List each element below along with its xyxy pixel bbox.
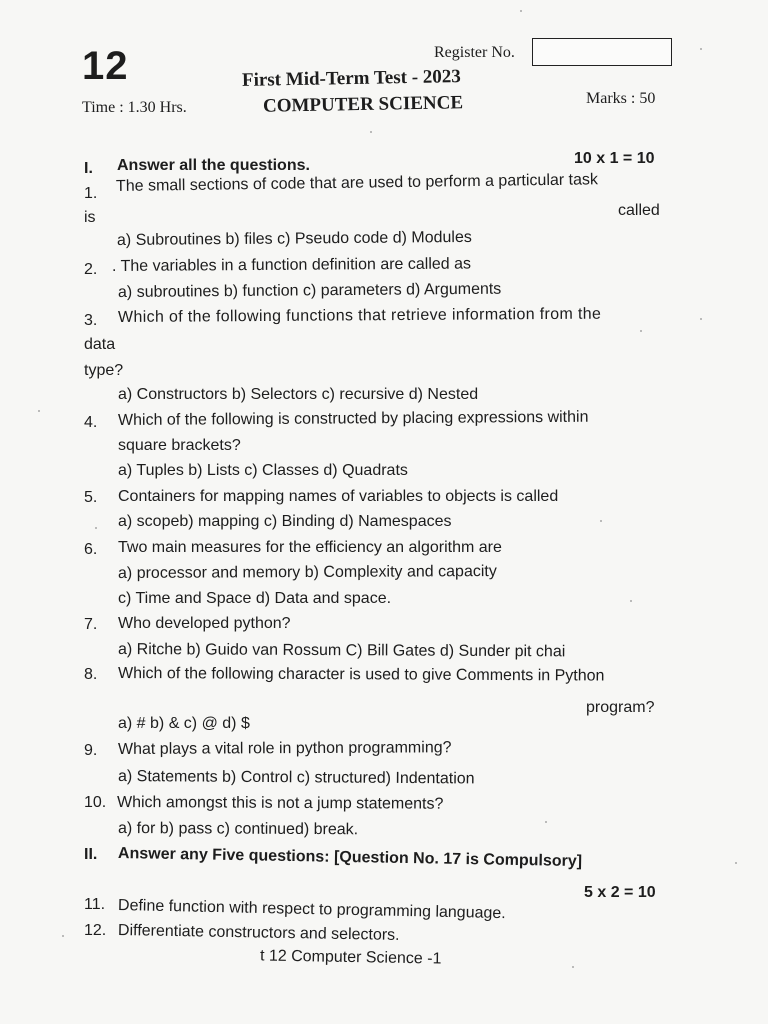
register-number-label: Register No.	[434, 44, 515, 61]
scan-speck	[735, 862, 737, 864]
section-1-heading: Answer all the questions.	[117, 157, 310, 174]
question-number: 9.	[84, 742, 98, 759]
scan-speck	[572, 966, 574, 968]
scan-speck	[630, 600, 632, 602]
question-number: 11.	[84, 896, 106, 913]
scan-speck	[95, 527, 97, 529]
section-2-heading: Answer any Five questions: [Question No. 17 is Compulsory]	[117, 845, 583, 871]
question-text: Which amongst this is not a jump statements?	[116, 794, 444, 813]
section-2-marks: 5 x 2 = 10	[584, 884, 656, 901]
question-options: a) Subroutines b) files c) Pseudo code d) Modules	[116, 228, 472, 249]
question-text: is	[84, 209, 96, 226]
question-options: a) scopeb) mapping c) Binding d) Namespaces	[118, 513, 452, 530]
subject-title: COMPUTER SCIENCE	[262, 92, 464, 117]
question-text: Which of the following functions that retrieve information from the	[117, 305, 602, 326]
exam-duration: Time : 1.30 Hrs.	[82, 99, 187, 116]
total-marks: Marks : 50	[586, 90, 656, 107]
scan-speck	[38, 410, 40, 412]
question-options: a) Ritche b) Guido van Rossum C) Bill Gates d) Sunder pit chai	[117, 641, 566, 661]
exam-title: First Mid-Term Test - 2023	[241, 66, 462, 91]
question-text: Which of the following character is used to give Comments in Python	[117, 665, 605, 685]
question-text: Containers for mapping names of variables to objects is called	[118, 488, 559, 505]
question-options: a) Tuples b) Lists c) Classes d) Quadrats	[118, 462, 408, 479]
question-options: a) processor and memory b) Complexity and capacity	[117, 563, 497, 582]
question-number: 1.	[84, 185, 98, 202]
scan-speck	[62, 935, 64, 937]
question-number: 2.	[84, 261, 98, 278]
question-options: a) Statements b) Control c) structured) Indentation	[117, 768, 475, 788]
class-number: 12	[82, 44, 129, 88]
question-options: c) Time and Space d) Data and space.	[118, 590, 392, 607]
section-2-numeral: II.	[84, 846, 98, 863]
question-options: a) for b) pass c) continued) break.	[117, 820, 359, 839]
page-footer: t 12 Computer Science -1	[259, 947, 442, 968]
question-number: 7.	[84, 616, 98, 633]
question-number: 4.	[84, 414, 98, 431]
question-text: Who developed python?	[118, 615, 291, 632]
question-text: called	[618, 202, 660, 219]
question-text: . The variables in a function definition are called as	[111, 255, 472, 275]
scan-speck	[600, 520, 602, 522]
question-text: Two main measures for the efficiency an algorithm are	[118, 539, 502, 556]
question-number: 8.	[84, 666, 98, 683]
question-text: program?	[586, 699, 655, 716]
question-number: 3.	[84, 312, 98, 329]
question-number: 5.	[84, 489, 98, 506]
scan-speck	[700, 48, 702, 50]
question-options: a) subroutines b) function c) parameters d) Arguments	[117, 280, 502, 301]
question-text: Define function with respect to programming language.	[117, 897, 506, 923]
scan-speck	[545, 821, 547, 823]
section-1-marks: 10 x 1 = 10	[574, 150, 655, 167]
scan-speck	[370, 131, 372, 133]
question-text: What plays a vital role in python programming?	[117, 739, 452, 758]
question-text: square brackets?	[118, 437, 241, 454]
scan-speck	[520, 10, 522, 12]
question-text: The small sections of code that are used to perform a particular task	[115, 171, 599, 195]
question-options: a) Constructors b) Selectors c) recursive d) Nested	[118, 386, 479, 403]
scan-speck	[700, 318, 702, 320]
question-number: 12.	[84, 922, 107, 939]
question-text: Differentiate constructors and selectors.	[117, 922, 400, 944]
register-number-box	[532, 38, 672, 66]
question-options: a) # b) & c) @ d) $	[118, 715, 250, 732]
section-1-numeral: I.	[84, 160, 93, 177]
scan-speck	[640, 330, 642, 332]
question-text: Which of the following is constructed by placing expressions within	[117, 408, 589, 429]
question-text: type?	[84, 362, 124, 379]
question-text: data	[84, 336, 116, 353]
question-number: 6.	[84, 541, 98, 558]
question-number: 10.	[84, 794, 107, 811]
